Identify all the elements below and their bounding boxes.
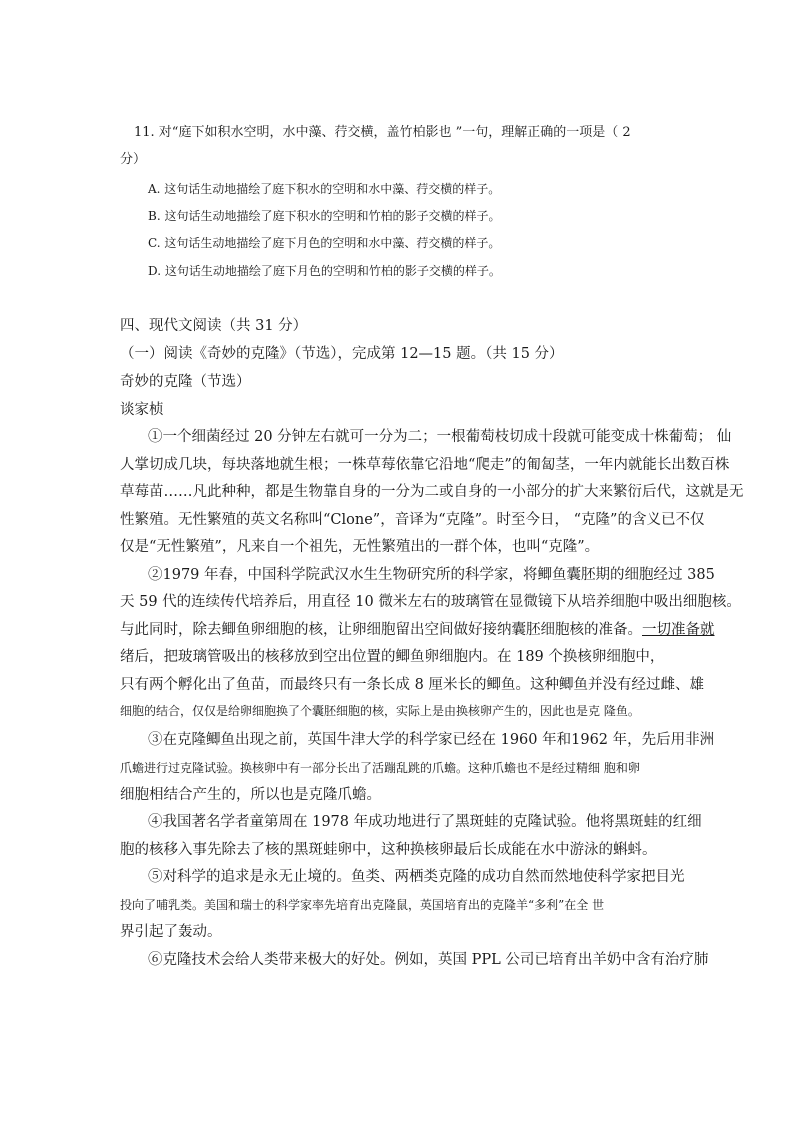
paragraph-5-line: ⑤对科学的追求是永无止境的。鱼类、两栖类克隆的成功自然而然地使科学家把目光 xyxy=(148,869,685,885)
article-author: 谈家桢 xyxy=(120,402,164,418)
option-c: C. 这句话生动地描绘了庭下月色的空明和水中藻、荇交横的样子。 xyxy=(148,236,501,250)
question-11-stem-continuation: 分） xyxy=(120,152,147,167)
paragraph-3-line: ③在克隆鲫鱼出现之前，英国牛津大学的科学家已经在 1960 年和1962 年，先后用非洲 xyxy=(148,732,715,748)
paragraph-1-line: 性繁殖。无性繁殖的英文名称叫“Clone”，音译为“克隆”。时至今日， “克隆”的含义已不仅 xyxy=(120,512,705,528)
question-11-stem: 11. 对“庭下如积水空明，水中藻、荇交横，盖竹柏影也 ”一句，理解正确的一项是（ 2 xyxy=(134,125,631,140)
option-a: A. 这句话生动地描绘了庭下积水的空明和水中藻、荇交横的样子。 xyxy=(148,182,501,196)
underlined-phrase: 一切准备就 xyxy=(642,622,715,638)
paragraph-5-line: 投向了哺乳类。美国和瑞士的科学家率先培育出克隆鼠，英国培育出的克隆羊“多利”在全 世 xyxy=(120,898,605,912)
paragraph-4-line: 胞的核移入事先除去了核的黑斑蛙卵中，这种换核卵最后长成能在水中游泳的蝌蚪。 xyxy=(120,842,657,858)
option-d: D. 这句话生动地描绘了庭下月色的空明和竹柏的影子交横的样子。 xyxy=(148,264,501,278)
section-subheading: （一）阅读《奇妙的克隆》（节选），完成第 12—15 题。（共 15 分） xyxy=(120,346,564,362)
paragraph-2-line: 天 59 代的连续传代培养后，用直径 10 微米左右的玻璃管在显微镜下从培养细胞中吸出细胞核。 xyxy=(120,594,741,610)
paragraph-2-line: 细胞的结合，仅仅是给卵细胞换了个囊胚细胞的核，实际上是由换核卵产生的，因此也是克 隆鱼。 xyxy=(120,704,640,718)
paragraph-2-line: 只有两个孵化出了鱼苗，而最终只有一条长成 8 厘米长的鲫鱼。这种鲫鱼并没有经过雌、雄 xyxy=(120,677,704,693)
paragraph-1-line: 草莓苗……凡此种种，都是生物靠自身的一分为二或自身的一小部分的扩大来繁衍后代，这就是无 xyxy=(120,484,744,500)
section-heading: 四、现代文阅读（共 31 分） xyxy=(120,318,308,334)
paragraph-2-text: 与此同时，除去鲫鱼卵细胞的核，让卵细胞留出空间做好接纳囊胚细胞核的准备。 xyxy=(120,622,642,638)
paragraph-2-line: ②1979 年春，中国科学院武汉水生生物研究所的科学家，将鲫鱼囊胚期的细胞经过 385 xyxy=(148,567,715,583)
paragraph-5-line: 界引起了轰动。 xyxy=(120,924,222,940)
paragraph-4-line: ④我国著名学者童第周在 1978 年成功地进行了黑斑蛙的克隆试验。他将黑斑蛙的红细 xyxy=(148,814,702,830)
option-b: B. 这句话生动地描绘了庭下积水的空明和竹柏的影子交横的样子。 xyxy=(148,209,501,223)
paragraph-3-line: 爪蟾进行过克隆试验。换核卵中有一部分长出了活蹦乱跳的爪蟾。这种爪蟾也不是经过精细 胞和卵 xyxy=(120,761,640,775)
paragraph-6-line: ⑥克隆技术会给人类带来极大的好处。例如，英国 PPL 公司已培育出羊奶中含有治疗肺 xyxy=(148,952,709,968)
paragraph-1-line: 人掌切成几块，每块落地就生根；一株草莓依靠它沿地“爬走”的匍匐茎，一年内就能长出数百株 xyxy=(120,457,730,473)
article-title: 奇妙的克隆（节选） xyxy=(120,374,251,390)
paragraph-2-line xyxy=(120,621,715,639)
paragraph-1-line: ①一个细菌经过 20 分钟左右就可一分为二；一根葡萄枝切成十段就可能变成十株葡萄； 仙 xyxy=(148,429,732,445)
paragraph-2-line: 绪后，把玻璃管吸出的核移放到空出位置的鲫鱼卵细胞内。在 189 个换核卵细胞中， xyxy=(120,649,665,665)
paragraph-3-line: 细胞相结合产生的，所以也是克隆爪蟾。 xyxy=(120,787,381,803)
paragraph-1-line: 仅是“无性繁殖”，凡来自一个祖先，无性繁殖出的一群个体，也叫“克隆”。 xyxy=(120,539,600,555)
